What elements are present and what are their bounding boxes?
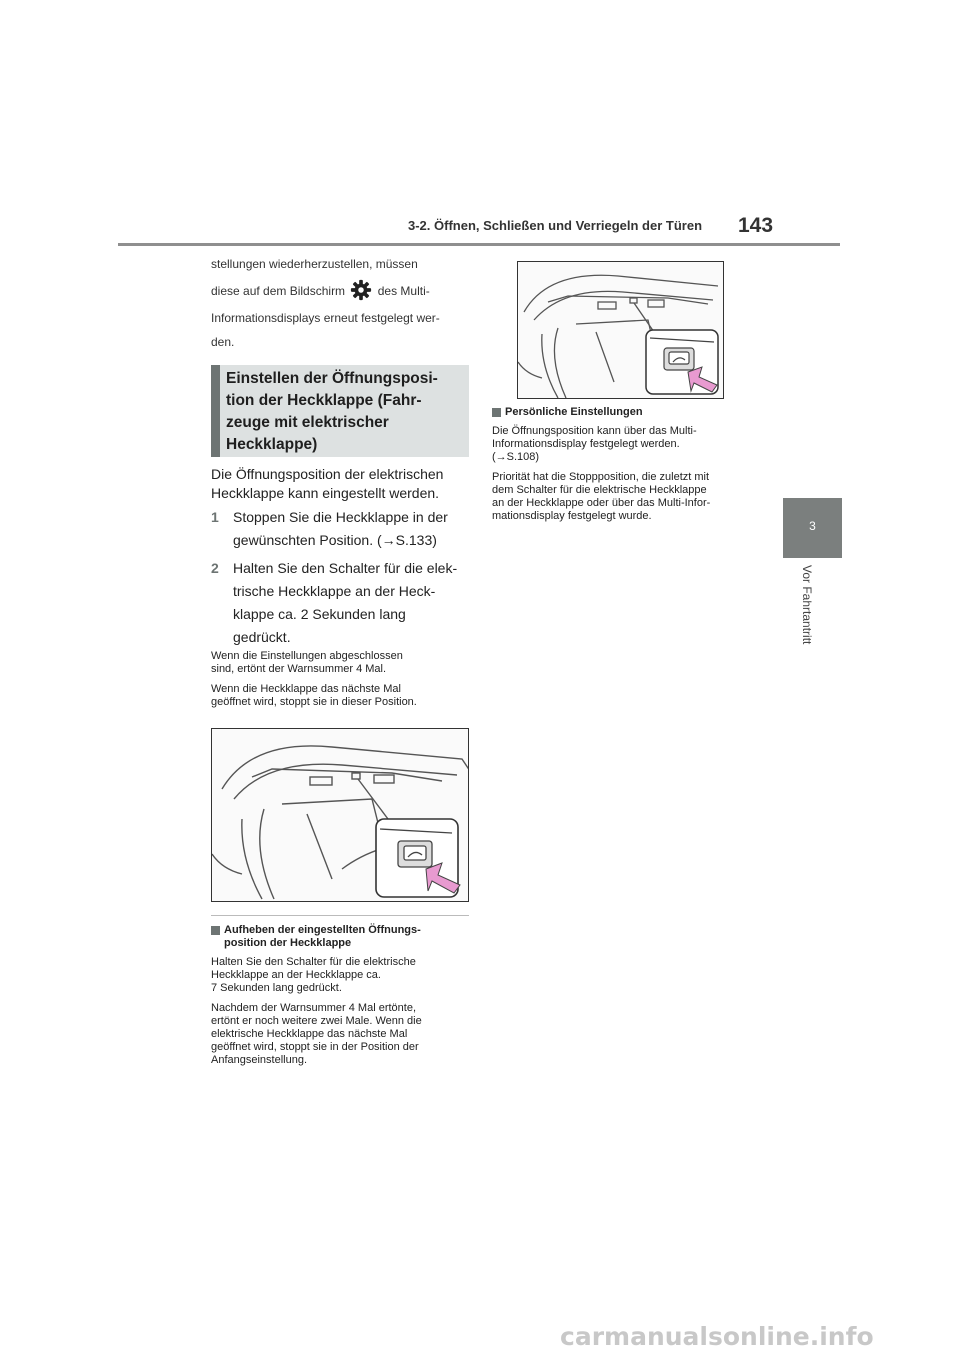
- tailgate-drawing: [518, 262, 723, 398]
- notes: [211, 650, 469, 716]
- section-description: Die Öffnungsposition der elektrischen Heckklappe kann eingestellt werden.: [211, 466, 444, 501]
- tailgate-drawing: [212, 729, 468, 901]
- step-number: 2: [211, 560, 219, 576]
- tailgate-illustration-2: [517, 261, 724, 399]
- section-heading-bar: [211, 365, 220, 457]
- intro-line: den.: [211, 335, 235, 349]
- header-rule: [118, 243, 840, 246]
- page-reference-link[interactable]: (→S.108): [492, 451, 540, 463]
- personal-heading: Persönliche Einstellungen: [492, 406, 750, 419]
- cancel-paragraph: Halten Sie den Schalter für die elektrische Heckklappe an der Heckklappe ca. 7 Sekunden lang gedrückt.: [211, 956, 416, 994]
- note: Wenn die Heckklappe das nächste Mal geöffnet wird, stoppt sie in dieser Position.: [211, 683, 417, 708]
- step-1: 1 Stoppen Sie die Heckklappe in der gewünschten Position. (→S.133): [211, 506, 469, 552]
- gear-icon: [350, 279, 372, 301]
- personal-paragraph: Die Öffnungsposition kann über das Multi- Informationsdisplay festgelegt werden. (→S.108): [492, 425, 697, 463]
- bullet-square-icon: [211, 926, 220, 935]
- page-number: 143: [738, 214, 774, 237]
- intro-line: stellungen wiederherzustellen, müssen: [211, 257, 418, 271]
- cancel-heading: Aufheben der eingestellten Öffnungs- position der Heckklappe: [211, 924, 469, 950]
- tailgate-illustration-1: [211, 728, 469, 902]
- section-divider: [211, 915, 469, 916]
- step-number: 1: [211, 509, 219, 525]
- intro-line: diese auf dem Bildschirm des Multi-: [211, 276, 469, 306]
- cancel-subsection: [211, 924, 469, 1074]
- chapter-number: 3: [809, 519, 816, 533]
- cancel-paragraph: Nachdem der Warnsummer 4 Mal ertönte, ertönt er noch weitere zwei Male. Wenn die elektrische Heckklappe das nächste Mal geöffnet wird, stoppt sie in der Position der Anfangseinstellung.: [211, 1002, 422, 1066]
- chapter-title: Vor Fahrtantritt: [800, 565, 814, 645]
- running-header: 3-2. Öffnen, Schließen und Verriegeln der Türen: [408, 218, 703, 233]
- section-title: Einstellen der Öffnungsposi- tion der Heckklappe (Fahr- zeuge mit elektrischer Heckklappe): [226, 370, 438, 453]
- intro-paragraph: [211, 252, 469, 354]
- bullet-square-icon: [492, 408, 501, 417]
- watermark[interactable]: carmanualsonline.info: [560, 1322, 874, 1351]
- page-reference-link[interactable]: gewünschten Position. (→S.133): [233, 532, 437, 548]
- personal-subsection: [492, 406, 750, 530]
- step-2: 2 Halten Sie den Schalter für die elek- trische Heckklappe an der Heck- klappe ca. 2 Sekunden lang gedrückt.: [211, 557, 469, 649]
- personal-paragraph: Priorität hat die Stoppposition, die zuletzt mit dem Schalter für die elektrische Heckklappe an der Heckklappe oder über das Multi-Infor- mationsdisplay festgelegt wurde.: [492, 471, 711, 522]
- intro-line: Informationsdisplays erneut festgelegt wer-: [211, 311, 440, 325]
- note: Wenn die Einstellungen abgeschlossen sind, ertönt der Warnsummer 4 Mal.: [211, 650, 403, 675]
